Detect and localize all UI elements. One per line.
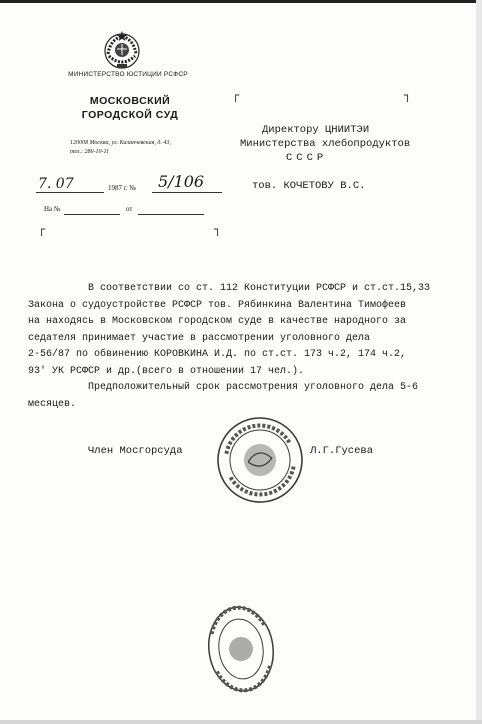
addressee-block <box>240 123 440 165</box>
scan-edge-top <box>0 0 482 3</box>
handwritten-number: 5/106 <box>158 172 205 191</box>
addressee-line2: Министерства хлебопродуктов <box>240 138 411 150</box>
court-address-line1: 120008 Москва, ул. Каланчевская, д. 43, <box>70 140 171 146</box>
court-seal-stamp <box>214 408 306 512</box>
ref-date-underline <box>138 214 204 215</box>
ref-prefix: На № <box>44 205 61 213</box>
body-line: В соответствии со ст. 112 Конституции РСФСР и ст.ст.15,33 <box>88 283 431 294</box>
scan-edge-bottom <box>0 720 482 724</box>
body-line: 2-56/87 по обвинению КОРОВКИНА И.Д. по ст.ст. 173 ч.2, 174 ч.2, <box>28 349 407 360</box>
body-line: на находясь в Московском городском суде в качестве народного за <box>28 316 407 327</box>
body-line: Предположительный срок рассмотрения уголовного дела 5-6 <box>88 382 419 393</box>
registration-date-line <box>36 172 236 198</box>
addressee-line1: Директору ЦНИИТЭИ <box>262 124 370 136</box>
body-line: месяцев. <box>28 398 77 410</box>
year-label: 1987 г. № <box>108 184 137 192</box>
signature-name: Л.Г.Гусева <box>310 445 374 457</box>
court-name-line1: МОСКОВСКИЙ <box>89 95 171 107</box>
recipient-name: тов. КОЧЕТОВУ В.С. <box>252 180 366 192</box>
corner-mark-top-left: ┌ <box>232 88 240 102</box>
corner-mark-left-1: ┌ <box>38 222 46 236</box>
corner-mark-left-2: ┐ <box>214 222 222 236</box>
coat-of-arms-icon <box>100 28 144 72</box>
body-line: Закона о судоустройстве РСФСР тов. Рябинкина Валентина Тимофеев <box>28 299 407 311</box>
bottom-seal-stamp <box>204 600 278 698</box>
addressee-line3: СССР <box>286 152 328 164</box>
date-underline <box>36 192 104 193</box>
ministry-name: МИНИСТЕРСТВО ЮСТИЦИИ РСФСР <box>68 71 188 78</box>
body-line: 93' УК РСФСР и др.(всего в отношении 17 чел.). <box>28 365 305 377</box>
ref-from-label: от <box>126 205 133 213</box>
court-name-line2: ГОРОДСКОЙ СУД <box>81 109 179 121</box>
body-line: седателя принимает участие в рассмотрении уголовного дела <box>28 332 371 344</box>
court-name <box>78 94 182 122</box>
court-address-line2: тел.: 286-10-11 <box>70 148 110 155</box>
court-address <box>70 139 230 156</box>
scan-edge-right <box>476 0 482 724</box>
reference-line <box>44 205 214 217</box>
ref-number-underline <box>64 214 120 215</box>
handwritten-date: 7. 07 <box>38 176 74 192</box>
number-underline <box>152 192 222 193</box>
corner-mark-top-right: ┐ <box>404 88 412 102</box>
letter-body <box>28 281 448 413</box>
signature-title: Член Мосгорсуда <box>88 445 183 457</box>
